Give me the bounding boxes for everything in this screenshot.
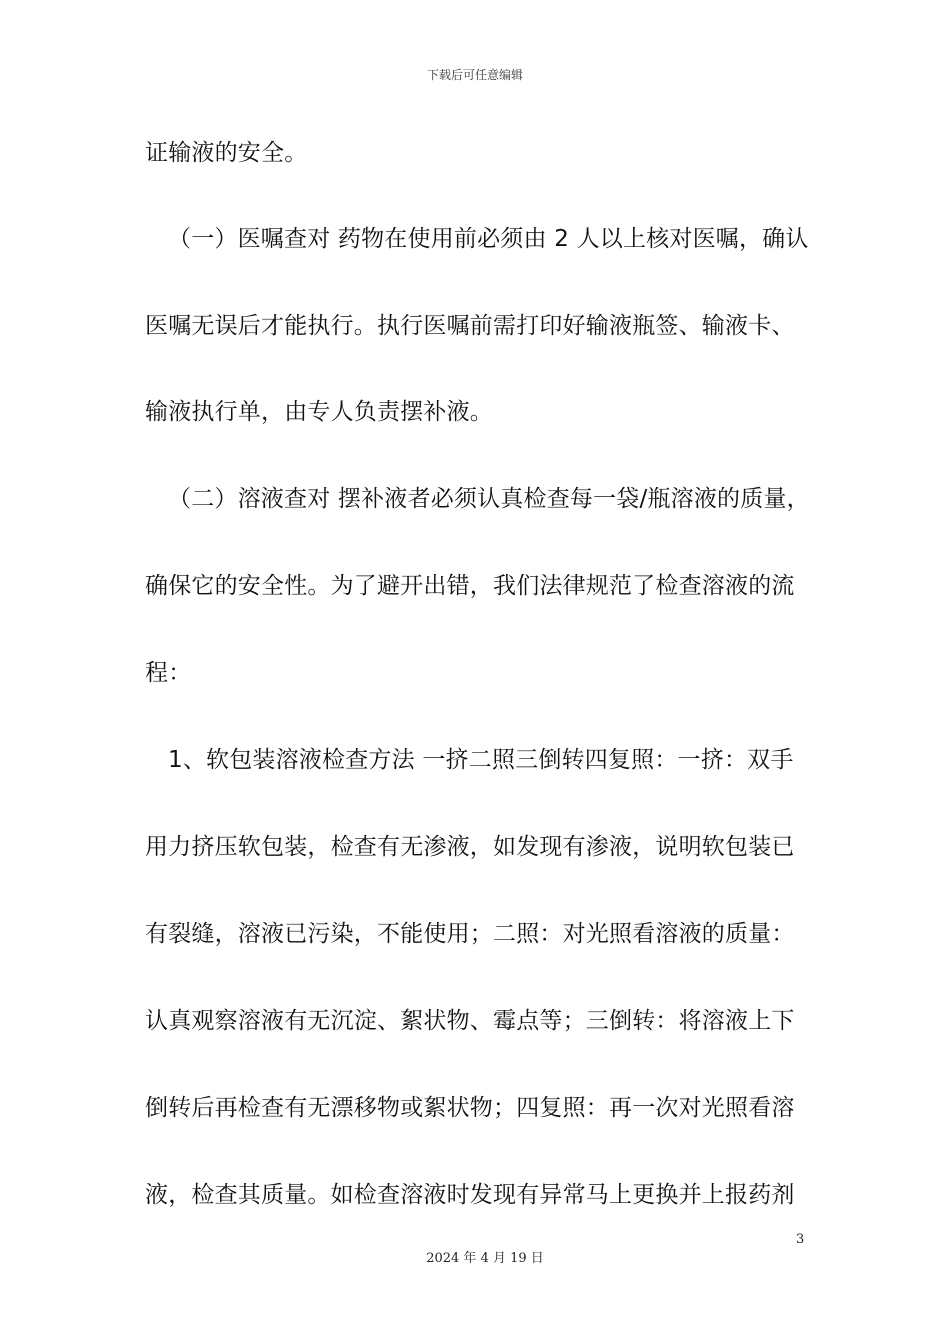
body-line-10: 有裂缝，溶液已污染，不能使用；二照：对光照看溶液的质量：: [145, 921, 795, 947]
body-line-8: 1、软包装溶液检查方法 一挤二照三倒转四复照：一挤：双手: [168, 747, 794, 773]
body-line-13: 液，检查其质量。如检查溶液时发现有异常马上更换并上报药剂: [145, 1182, 795, 1208]
body-line-3: 医嘱无误后才能执行。执行医嘱前需打印好输液瓶签、输液卡、: [145, 313, 795, 339]
body-line-5: （二）溶液查对 摆补液者必须认真检查每一袋/瓶溶液的质量，: [168, 486, 810, 512]
body-line-1: 证输液的安全。: [145, 140, 308, 166]
body-line-9: 用力挤压软包装，检查有无渗液，如发现有渗液，说明软包装已: [145, 834, 795, 860]
body-line-11: 认真观察溶液有无沉淀、絮状物、霉点等；三倒转：将溶液上下: [145, 1008, 795, 1034]
body-line-12: 倒转后再检查有无漂移物或絮状物；四复照：再一次对光照看溶: [145, 1095, 795, 1121]
body-line-4: 输液执行单，由专人负责摆补液。: [145, 399, 493, 425]
body-line-7: 程：: [145, 660, 192, 686]
page-header: 下载后可任意编辑: [426, 68, 523, 82]
footer-date: 2024 年 4 月 19 日: [426, 1251, 544, 1266]
page-number: 3: [796, 1232, 805, 1247]
body-line-6: 确保它的安全性。为了避开出错，我们法律规范了检查溶液的流: [145, 573, 795, 599]
body-line-2: （一）医嘱查对 药物在使用前必须由 2 人以上核对医嘱，确认: [168, 226, 809, 252]
